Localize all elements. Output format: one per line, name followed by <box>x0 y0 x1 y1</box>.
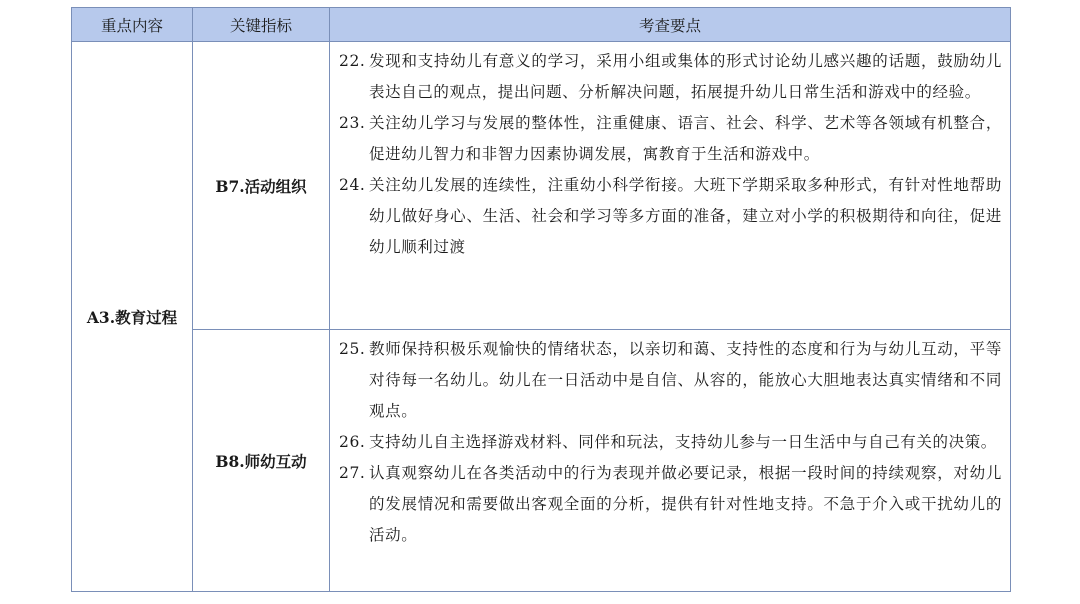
check-point <box>339 458 1002 551</box>
indicator-cell: B8.师幼互动 <box>193 330 330 592</box>
indicator-cell: B7.活动组织 <box>193 42 330 330</box>
check-point <box>339 108 1002 170</box>
points-cell <box>330 42 1011 330</box>
point-number: 27. <box>339 464 366 482</box>
point-text: 发现和支持幼儿有意义的学习，采用小组或集体的形式讨论幼儿感兴趣的话题，鼓励幼儿表达自己的观点，提出问题、分析解决问题，拓展提升幼儿日常生活和游戏中的经验。 <box>369 52 1002 101</box>
point-text: 关注幼儿发展的连续性，注重幼小科学衔接。大班下学期采取多种形式，有针对性地帮助幼儿做好身心、生活、社会和学习等多方面的准备，建立对小学的积极期待和向往，促进幼儿顺利过渡 <box>369 176 1002 256</box>
table-row <box>72 42 1011 330</box>
point-text: 关注幼儿学习与发展的整体性，注重健康、语言、社会、科学、艺术等各领域有机整合，促进幼儿智力和非智力因素协调发展，寓教育于生活和游戏中。 <box>369 114 1002 163</box>
table-row <box>72 330 1011 592</box>
point-number: 26. <box>339 433 366 451</box>
header-check-points: 考查要点 <box>330 8 1011 42</box>
header-key-content: 重点内容 <box>72 8 193 42</box>
point-text: 教师保持积极乐观愉快的情绪状态，以亲切和蔼、支持性的态度和行为与幼儿互动，平等对待每一名幼儿。幼儿在一日活动中是自信、从容的，能放心大胆地表达真实情绪和不同观点。 <box>369 340 1002 420</box>
check-point <box>339 170 1002 263</box>
check-point <box>339 334 1002 427</box>
area-cell: A3.教育过程 <box>72 42 193 592</box>
point-number: 24. <box>339 176 366 194</box>
header-key-indicator: 关键指标 <box>193 8 330 42</box>
point-text: 认真观察幼儿在各类活动中的行为表现并做必要记录，根据一段时间的持续观察，对幼儿的发展情况和需要做出客观全面的分析，提供有针对性地支持。不急于介入或干扰幼儿的活动。 <box>369 464 1002 544</box>
evaluation-table <box>71 7 1011 592</box>
point-number: 25. <box>339 340 366 358</box>
point-number: 22. <box>339 52 366 70</box>
points-cell <box>330 330 1011 592</box>
point-number: 23. <box>339 114 366 132</box>
check-point <box>339 46 1002 108</box>
point-text: 支持幼儿自主选择游戏材料、同伴和玩法，支持幼儿参与一日生活中与自己有关的决策。 <box>369 433 997 451</box>
header-row <box>72 8 1011 42</box>
check-point <box>339 427 1002 458</box>
